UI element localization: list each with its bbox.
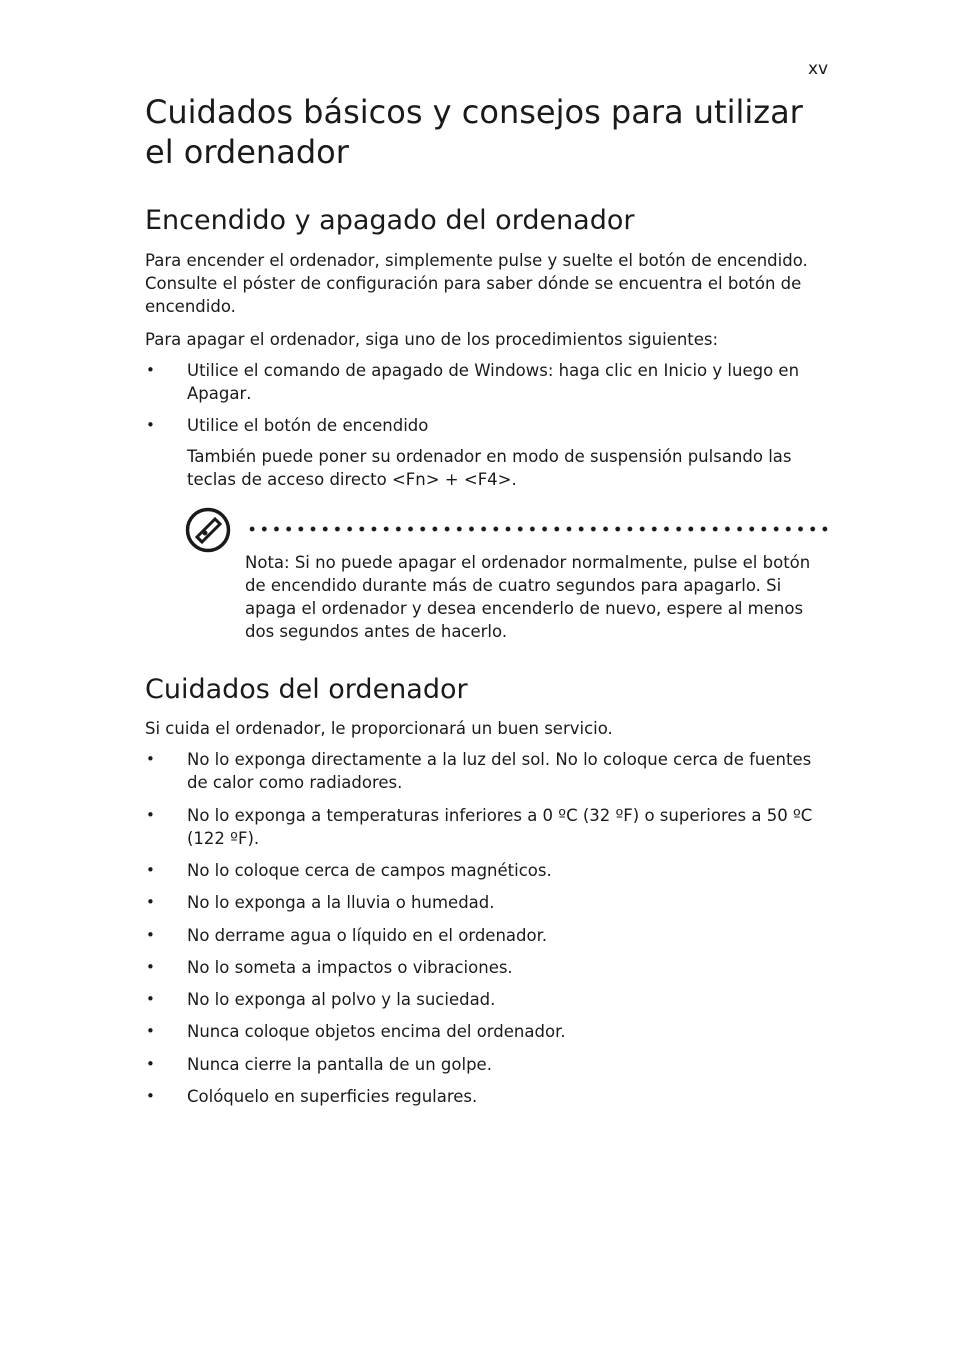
- list-item: No lo someta a impactos o vibraciones.: [187, 958, 513, 977]
- power-off-intro: Para apagar el ordenador, siga uno de los procedimientos siguientes:: [145, 330, 719, 349]
- care-intro: Si cuida el ordenador, le proporcionará un buen servicio.: [145, 719, 613, 738]
- bullet-marker: •: [146, 926, 155, 944]
- list-item-windows-shutdown: Utilice el comando de apagado de Windows: haga clic en Inicio y luego en Apagar.: [187, 361, 800, 403]
- list-item: No lo exponga directamente a la luz del sol. No lo coloque cerca de fuentes de calor como radiadores.: [187, 750, 812, 792]
- bullet-marker: •: [146, 416, 155, 434]
- list-item: Colóquelo en superficies regulares.: [187, 1087, 478, 1106]
- bullet-marker: •: [146, 1087, 155, 1105]
- list-item: No lo exponga a temperaturas inferiores a 0 ºC (32 ºF) o superiores a 50 ºC (122 ºF).: [187, 806, 813, 848]
- page-title: Cuidados básicos y consejos para utilizar el ordenador: [145, 93, 803, 171]
- bullet-marker: •: [146, 361, 155, 379]
- note-divider: [246, 525, 834, 533]
- section-heading-power: Encendido y apagado del ordenador: [145, 205, 635, 236]
- hotkey: <Fn> + <F4>: [391, 470, 512, 489]
- section-heading-care: Cuidados del ordenador: [145, 674, 468, 705]
- bullet-marker: •: [146, 1022, 155, 1040]
- sleep-mode-paragraph: También puede poner su ordenador en modo de suspensión pulsando las teclas de acceso directo <Fn> + <F4>.: [187, 447, 792, 489]
- bullet-marker: •: [146, 893, 155, 911]
- bullet-marker: •: [146, 990, 155, 1008]
- list-item: Nunca cierre la pantalla de un golpe.: [187, 1055, 492, 1074]
- list-item: Nunca coloque objetos encima del ordenador.: [187, 1022, 566, 1041]
- note-paragraph: Nota: Si no puede apagar el ordenador normalmente, pulse el botón de encendido durante más de cuatro segundos para apagarlo. Si apaga el ordenador y desea encenderlo de nuevo, espere al menos dos segundos antes de hacerlo.: [245, 553, 811, 641]
- list-item-power-button: Utilice el botón de encendido: [187, 416, 429, 435]
- power-on-paragraph: Para encender el ordenador, simplemente pulse y suelte el botón de encendido. Consulte el póster de configuración para saber dónde se encuentra el botón de encendido.: [145, 251, 808, 316]
- bullet-marker: •: [146, 861, 155, 879]
- bullet-marker: •: [146, 1055, 155, 1073]
- list-item: No lo exponga a la lluvia o humedad.: [187, 893, 495, 912]
- list-item: No lo exponga al polvo y la suciedad.: [187, 990, 496, 1009]
- note-pen-icon: [185, 507, 231, 553]
- bullet-marker: •: [146, 958, 155, 976]
- bullet-marker: •: [146, 806, 155, 824]
- start-command: Inicio: [663, 361, 708, 380]
- list-item: No derrame agua o líquido en el ordenador.: [187, 926, 548, 945]
- shutdown-command: Apagar: [187, 384, 247, 403]
- list-item: No lo coloque cerca de campos magnéticos.: [187, 861, 552, 880]
- note-label: Nota:: [245, 553, 290, 572]
- page-number: xv: [808, 59, 829, 79]
- bullet-marker: •: [146, 750, 155, 768]
